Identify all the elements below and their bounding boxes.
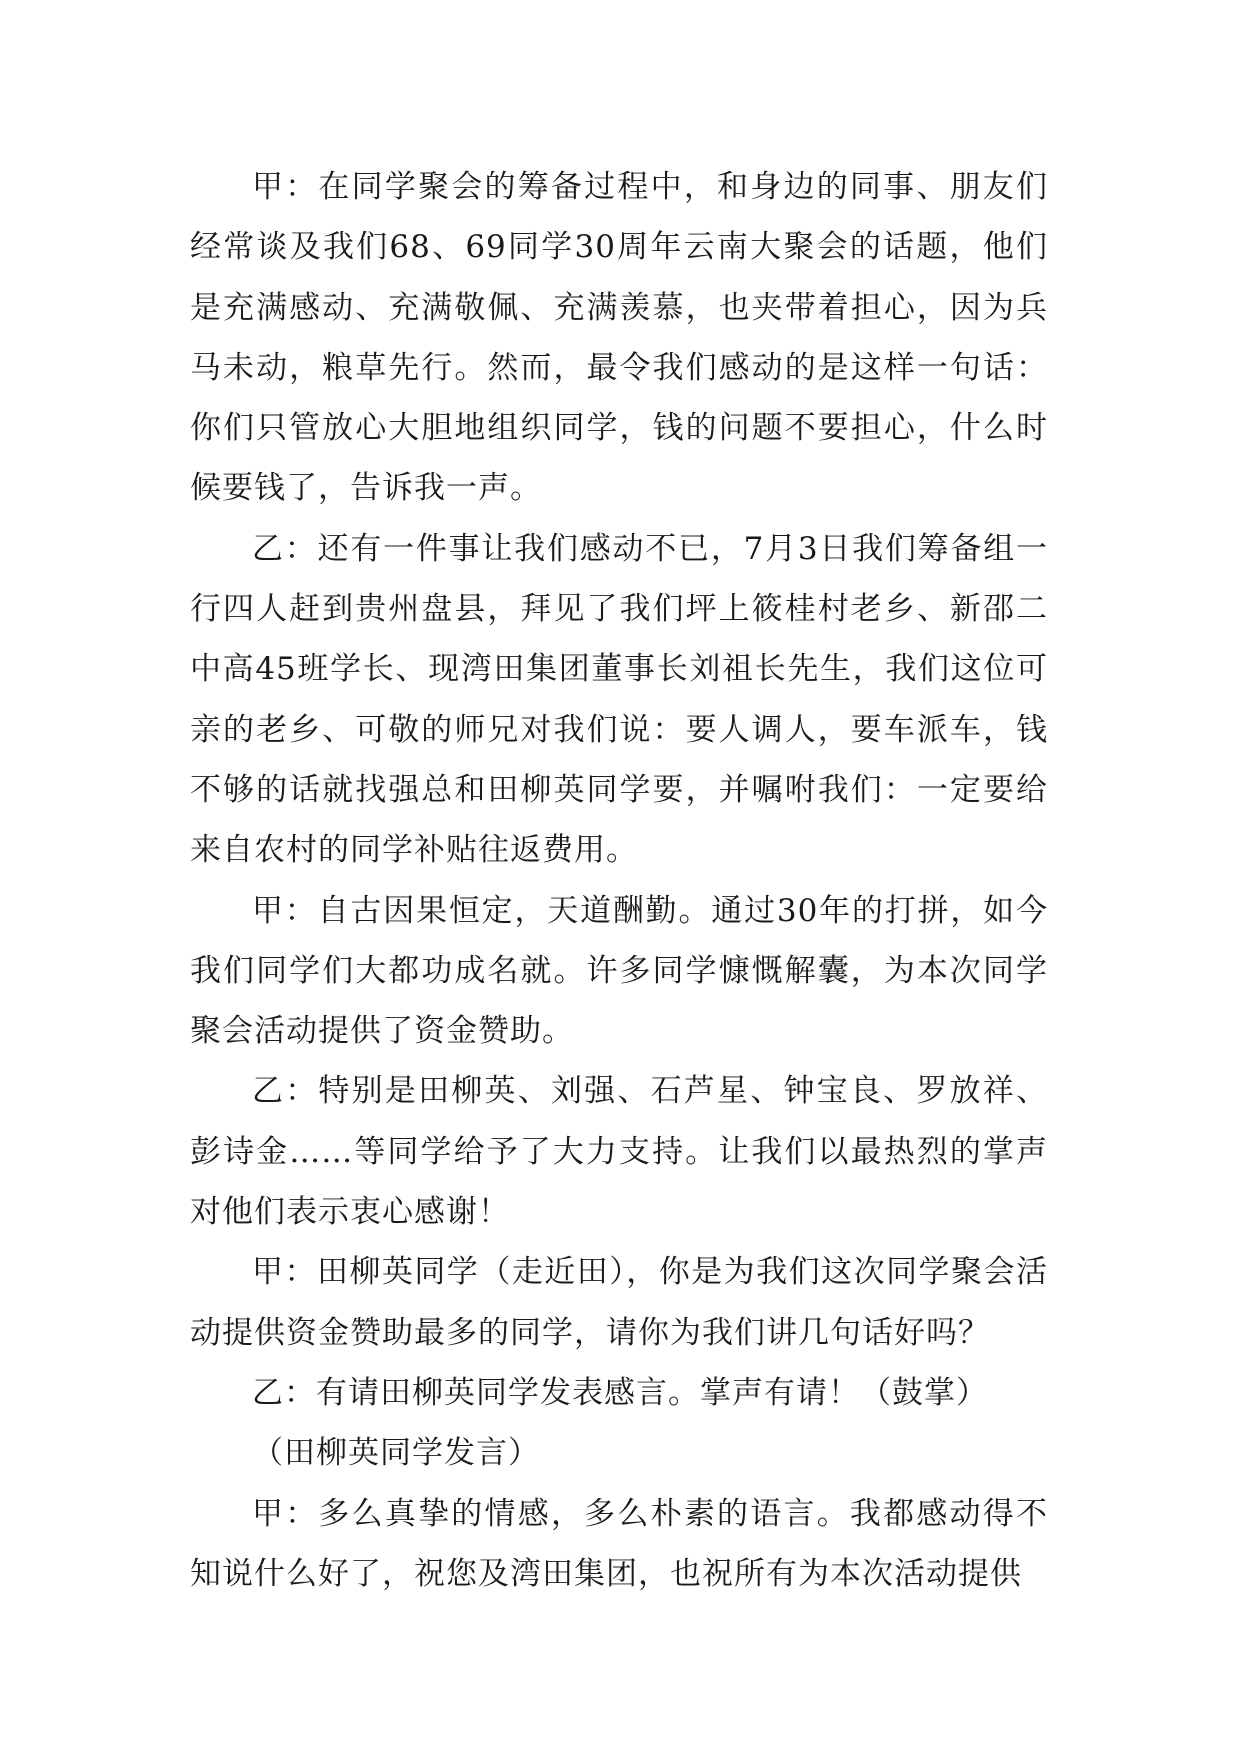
document-body: [190, 157, 1048, 1604]
paragraph-jia-invitation: 甲：田柳英同学（走近田），你是为我们这次同学聚会活动提供资金赞助最多的同学，请你为我们讲几句话好吗？: [190, 1254, 1048, 1351]
paragraph-jia-closing: 甲：多么真挚的情感，多么朴素的语言。我都感动得不知说什么好了，祝您及湾田集团，也祝所有为本次活动提供: [190, 1495, 1048, 1592]
paragraph-yi-guizhou-visit: 乙：还有一件事让我们感动不已，7月3日我们筹备组一行四人赶到贵州盘县，拜见了我们坪上筱桂村老乡、新邵二中高45班学长、现湾田集团董事长刘祖长先生，我们这位可亲的老乡、可敬的师兄对我们说：要人调人，要车派车，钱不够的话就找强总和田柳英同学要，并嘱咐我们：一定要给来自农村的同学补贴往返费用。: [190, 530, 1048, 869]
paragraph-yi-thanks: 乙：特别是田柳英、刘强、石芦星、钟宝良、罗放祥、彭诗金……等同学给予了大力支持。让我们以最热烈的掌声对他们表示衷心感谢！: [190, 1073, 1048, 1231]
paragraph-jia-sponsorship: 甲：自古因果恒定，天道酬勤。通过30年的打拼，如今我们同学们大都功成名就。许多同学慷慨解囊，为本次同学聚会活动提供了资金赞助。: [190, 892, 1048, 1050]
paragraph-jia-preparation: 甲：在同学聚会的筹备过程中，和身边的同事、朋友们经常谈及我们68、69同学30周年云南大聚会的话题，他们是充满感动、充满敬佩、充满羡慕，也夹带着担心，因为兵马未动，粮草先行。然而，最令我们感动的是这样一句话：你们只管放心大胆地组织同学，钱的问题不要担心，什么时候要钱了，告诉我一声。: [190, 169, 1048, 507]
paragraph-yi-applause: 乙：有请田柳英同学发表感言。掌声有请！（鼓掌）: [252, 1374, 988, 1411]
stage-direction: （田柳英同学发言）: [252, 1435, 540, 1472]
